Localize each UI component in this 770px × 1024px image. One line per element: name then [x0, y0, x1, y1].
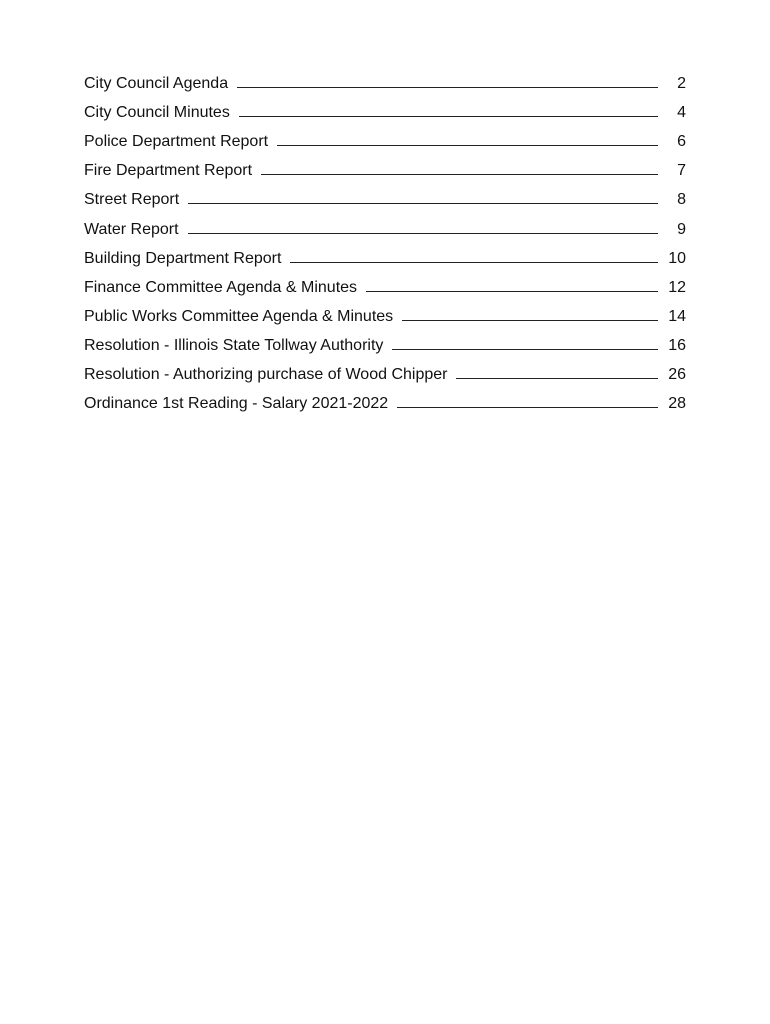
toc-entry-page: 10 [668, 249, 686, 267]
toc-entry-title: Resolution - Authorizing purchase of Wood Chipper [84, 366, 448, 384]
toc-entry-title: City Council Agenda [84, 75, 229, 93]
toc-leader-line [290, 262, 658, 263]
toc-leader-line [277, 145, 658, 146]
toc-entry [84, 388, 686, 417]
toc-entry-title: City Council Minutes [84, 104, 230, 122]
toc-leader-line [397, 407, 658, 408]
toc-entry-page: 8 [677, 191, 686, 209]
toc-entry-title: Water Report [84, 220, 179, 238]
toc-entry-page: 28 [668, 395, 686, 413]
toc-entry-page: 7 [677, 162, 686, 180]
toc-entry-title: Police Department Report [84, 133, 269, 151]
toc-entry-title: Fire Department Report [84, 162, 253, 180]
toc-leader-line [366, 291, 658, 292]
toc-entry-page: 6 [677, 133, 686, 151]
toc-entry [84, 213, 686, 242]
toc-leader-line [261, 174, 658, 175]
toc-entry-page: 26 [668, 366, 686, 384]
toc-entry [84, 330, 686, 359]
table-of-contents [84, 68, 686, 417]
toc-entry-page: 4 [677, 104, 686, 122]
toc-entry [84, 184, 686, 213]
toc-entry [84, 126, 686, 155]
toc-entry-title: Ordinance 1st Reading - Salary 2021-2022 [84, 395, 389, 413]
toc-leader-line [188, 203, 658, 204]
toc-leader-line [237, 87, 658, 88]
toc-entry [84, 272, 686, 301]
toc-entry-page: 14 [668, 307, 686, 325]
toc-entry-page: 2 [677, 75, 686, 93]
toc-leader-line [239, 116, 658, 117]
toc-entry-title: Building Department Report [84, 249, 282, 267]
toc-entry [84, 97, 686, 126]
toc-entry-title: Finance Committee Agenda & Minutes [84, 278, 358, 296]
toc-entry [84, 301, 686, 330]
toc-entry [84, 68, 686, 97]
toc-entry-page: 12 [668, 278, 686, 296]
toc-entry-title: Street Report [84, 191, 180, 209]
toc-leader-line [456, 378, 658, 379]
toc-entry [84, 243, 686, 272]
toc-entry-page: 9 [677, 220, 686, 238]
toc-entry [84, 155, 686, 184]
toc-entry-title: Public Works Committee Agenda & Minutes [84, 307, 394, 325]
toc-entry-page: 16 [668, 336, 686, 354]
toc-entry [84, 359, 686, 388]
toc-leader-line [188, 233, 658, 234]
toc-leader-line [392, 349, 658, 350]
toc-leader-line [402, 320, 658, 321]
toc-entry-title: Resolution - Illinois State Tollway Authority [84, 336, 384, 354]
